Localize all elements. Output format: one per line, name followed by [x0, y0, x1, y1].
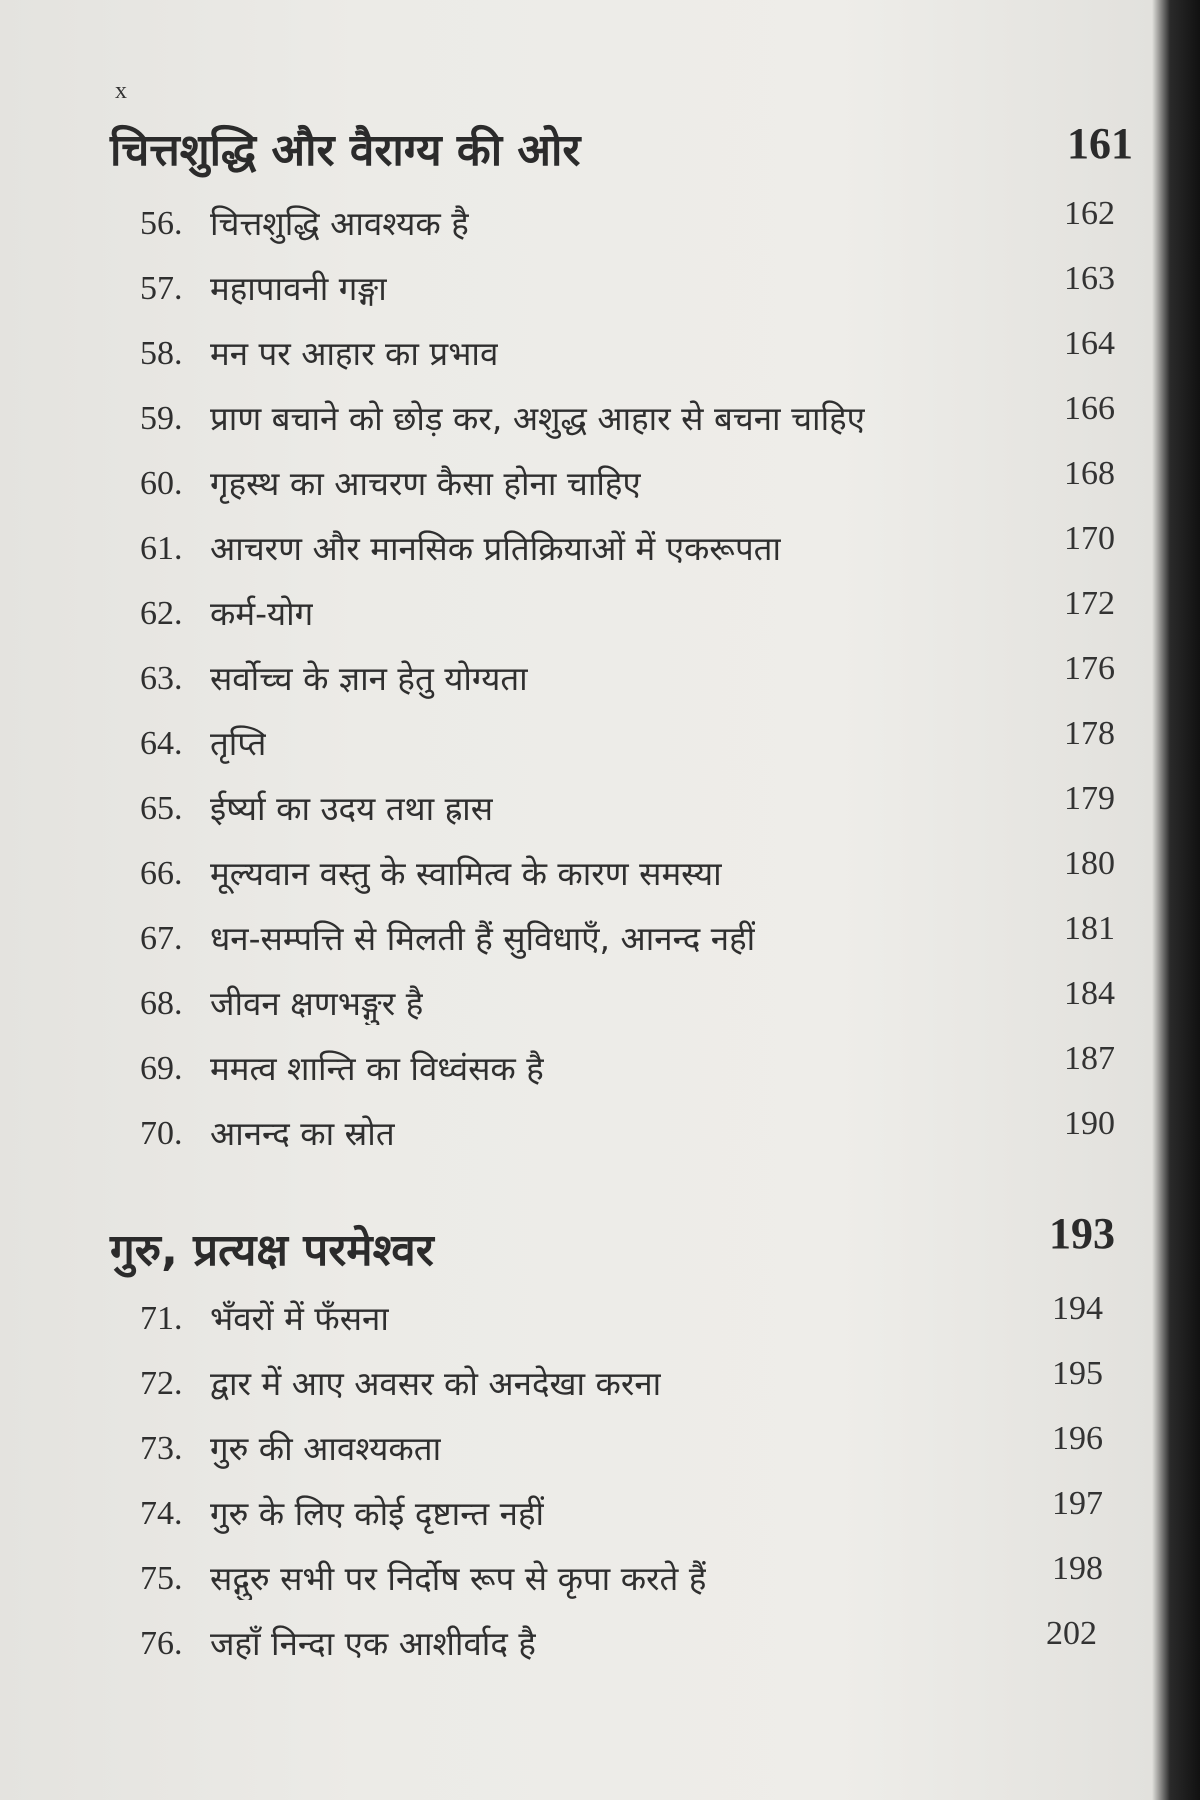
entry-page-number: 164 — [1064, 325, 1115, 362]
entry-title: द्वार में आए अवसर को अनदेखा करना — [210, 1364, 662, 1403]
toc-entry — [0, 1100, 1165, 1165]
entry-page-number: 196 — [1052, 1420, 1103, 1457]
toc-list — [0, 1285, 1165, 1675]
toc-entry — [0, 1610, 1165, 1675]
toc-entry — [0, 515, 1165, 580]
toc-entry — [0, 320, 1165, 385]
entry-number: 60. — [140, 465, 183, 502]
entry-number: 72. — [140, 1365, 183, 1402]
entry-page-number: 179 — [1064, 780, 1115, 817]
entry-page-number: 181 — [1064, 910, 1115, 947]
entry-title: कर्म-योग — [210, 594, 314, 633]
entry-title: सर्वोच्च के ज्ञान हेतु योग्यता — [210, 659, 528, 698]
entry-number: 66. — [140, 855, 183, 892]
section-page-number: 161 — [1067, 119, 1133, 168]
entry-title: मूल्यवान वस्तु के स्वामित्व के कारण समस्या — [210, 854, 722, 893]
entry-title: गुरु के लिए कोई दृष्टान्त नहीं — [210, 1494, 545, 1533]
entry-title: महापावनी गङ्गा — [210, 269, 387, 308]
toc-list — [0, 190, 1165, 1165]
entry-number: 58. — [140, 335, 183, 372]
toc-entry — [0, 1035, 1165, 1100]
entry-title: आनन्द का स्रोत — [210, 1114, 395, 1153]
toc-entry — [0, 710, 1165, 775]
toc-entry — [0, 840, 1165, 905]
section-page-number: 193 — [1049, 1209, 1115, 1258]
toc-entry — [0, 1285, 1165, 1350]
entry-page-number: 202 — [1046, 1615, 1097, 1652]
entry-page-number: 162 — [1064, 195, 1115, 232]
entry-title: जीवन क्षणभङ्गुर है — [210, 984, 424, 1023]
entry-title: भँवरों में फँसना — [210, 1299, 389, 1338]
toc-entry — [0, 970, 1165, 1035]
entry-page-number: 195 — [1052, 1355, 1103, 1392]
entry-page-number: 168 — [1064, 455, 1115, 492]
entry-number: 76. — [140, 1625, 183, 1662]
entry-number: 61. — [140, 530, 183, 567]
toc-entry — [0, 1545, 1165, 1610]
toc-entry — [0, 580, 1165, 645]
toc-entry — [0, 1480, 1165, 1545]
entry-number: 67. — [140, 920, 183, 957]
entry-title: तृप्ति — [210, 724, 267, 763]
entry-number: 68. — [140, 985, 183, 1022]
section-title: गुरु, प्रत्यक्ष परमेश्वर — [110, 1225, 434, 1276]
entry-title: आचरण और मानसिक प्रतिक्रियाओं में एकरूपता — [210, 529, 782, 568]
entry-page-number: 184 — [1064, 975, 1115, 1012]
entry-title: सद्गुरु सभी पर निर्दोष रूप से कृपा करते हैं — [210, 1559, 707, 1598]
entry-title: ममत्व शान्ति का विध्वंसक है — [210, 1049, 544, 1088]
page-folio: x — [115, 78, 127, 104]
entry-title: चित्तशुद्धि आवश्यक है — [210, 204, 469, 243]
entry-number: 75. — [140, 1560, 183, 1597]
entry-number: 64. — [140, 725, 183, 762]
entry-title: धन-सम्पत्ति से मिलती हैं सुविधाएँ, आनन्द नहीं — [210, 919, 756, 958]
entry-page-number: 170 — [1064, 520, 1115, 557]
entry-number: 57. — [140, 270, 183, 307]
entry-number: 74. — [140, 1495, 183, 1532]
entry-title: जहाँ निन्दा एक आशीर्वाद है — [210, 1624, 536, 1663]
toc-entry — [0, 190, 1165, 255]
entry-title: मन पर आहार का प्रभाव — [210, 334, 499, 373]
toc-entry — [0, 450, 1165, 515]
entry-page-number: 166 — [1064, 390, 1115, 427]
entry-page-number: 198 — [1052, 1550, 1103, 1587]
entry-number: 56. — [140, 205, 183, 242]
entry-number: 71. — [140, 1300, 183, 1337]
entry-page-number: 180 — [1064, 845, 1115, 882]
toc-entry — [0, 1350, 1165, 1415]
entry-page-number: 172 — [1064, 585, 1115, 622]
entry-page-number: 190 — [1064, 1105, 1115, 1142]
toc-entry — [0, 645, 1165, 710]
toc-entry — [0, 385, 1165, 450]
entry-page-number: 197 — [1052, 1485, 1103, 1522]
entry-title: ईर्ष्या का उदय तथा ह्रास — [210, 789, 494, 828]
toc-entry — [0, 775, 1165, 840]
entry-number: 59. — [140, 400, 183, 437]
entry-number: 69. — [140, 1050, 183, 1087]
entry-number: 70. — [140, 1115, 183, 1152]
entry-page-number: 178 — [1064, 715, 1115, 752]
entry-title: गुरु की आवश्यकता — [210, 1429, 442, 1468]
entry-page-number: 187 — [1064, 1040, 1115, 1077]
entry-number: 73. — [140, 1430, 183, 1467]
toc-entry — [0, 255, 1165, 320]
section-title: चित्तशुद्धि और वैराग्य की ओर — [110, 125, 581, 176]
entry-page-number: 194 — [1052, 1290, 1103, 1327]
entry-number: 65. — [140, 790, 183, 827]
toc-entry — [0, 905, 1165, 970]
entry-page-number: 176 — [1064, 650, 1115, 687]
entry-page-number: 163 — [1064, 260, 1115, 297]
entry-number: 62. — [140, 595, 183, 632]
toc-entry — [0, 1415, 1165, 1480]
entry-number: 63. — [140, 660, 183, 697]
entry-title: गृहस्थ का आचरण कैसा होना चाहिए — [210, 464, 641, 503]
entry-title: प्राण बचाने को छोड़ कर, अशुद्ध आहार से बचना चाहिए — [210, 399, 865, 438]
